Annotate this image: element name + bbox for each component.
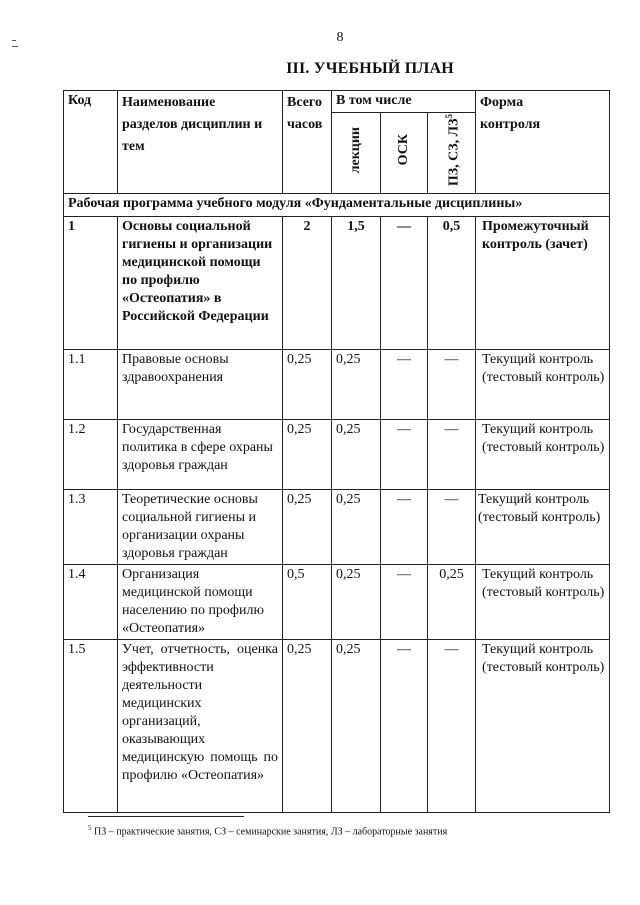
row-total: 0,25 — [283, 350, 332, 420]
row-control: Текущий контроль (тестовый контроль) — [476, 490, 610, 565]
header-total-line2: часов — [287, 117, 323, 132]
footnote-text: ПЗ – практические занятия, СЗ – семинарские занятия, ЛЗ – лабораторные занятия — [94, 826, 448, 838]
row-pz: — — [428, 420, 476, 490]
row-pz: — — [428, 490, 476, 565]
row-lectures: 0,25 — [332, 640, 381, 813]
row-name: Основы социальной гигиены и организации медицинской помощи по профилю «Остеопатия» в Российской Федерации — [118, 217, 283, 350]
row-total: 0,25 — [283, 640, 332, 813]
table-row — [64, 420, 610, 490]
row-lectures: 0,25 — [332, 565, 381, 640]
header-code: Код — [64, 91, 118, 194]
header-lectures: лекции — [332, 113, 381, 194]
footnote-divider — [88, 816, 244, 817]
row-total: 2 — [283, 217, 332, 350]
page-number: 8 — [336, 30, 344, 45]
page-title: III. УЧЕБНЫЙ ПЛАН — [286, 60, 454, 77]
footnote — [88, 824, 447, 837]
header-form-line2: контроля — [480, 117, 541, 132]
row-control: Текущий контроль (тестовый контроль) — [476, 420, 610, 490]
row-osk: — — [381, 420, 428, 490]
row-control: Промежуточный контроль (зачет) — [476, 217, 610, 350]
row-code: 1.5 — [64, 640, 118, 813]
header-osk: ОСК — [381, 113, 428, 194]
header-total-line1: Всего — [287, 95, 322, 110]
row-code: 1.2 — [64, 420, 118, 490]
row-total: 0,25 — [283, 490, 332, 565]
header-pz-sz-lz: ПЗ, СЗ, $ЛЗ^5$ — [428, 113, 476, 194]
row-code: 1.4 — [64, 565, 118, 640]
header-name-line1: Наименование — [122, 95, 216, 110]
table-row — [64, 217, 610, 350]
row-name: Государственная политика в сфере охраны здоровья граждан — [118, 420, 283, 490]
curriculum-table — [63, 90, 610, 813]
row-lectures: 0,25 — [332, 420, 381, 490]
header-total — [283, 91, 332, 194]
row-pz: — — [428, 350, 476, 420]
row-total: 0,25 — [283, 420, 332, 490]
row-control: Текущий контроль (тестовый контроль) — [476, 565, 610, 640]
header-name — [118, 91, 283, 194]
row-osk: — — [381, 640, 428, 813]
row-osk: — — [381, 217, 428, 350]
table-row — [64, 350, 610, 420]
row-osk: — — [381, 490, 428, 565]
row-lectures: 1,5 — [332, 217, 381, 350]
header-name-line2: разделов дисциплин и тем — [122, 117, 263, 154]
row-pz: 0,5 — [428, 217, 476, 350]
row-total: 0,5 — [283, 565, 332, 640]
row-code: 1 — [64, 217, 118, 350]
row-control: Текущий контроль (тестовый контроль) — [476, 640, 610, 813]
header-form-line1: Форма — [480, 95, 524, 110]
row-lectures: 0,25 — [332, 490, 381, 565]
header-row — [64, 91, 610, 113]
row-pz: — — [428, 640, 476, 813]
row-name: Правовые основы здравоохранения — [118, 350, 283, 420]
row-code: 1.3 — [64, 490, 118, 565]
row-name: Организация медицинской помощи населению по профилю «Остеопатия» — [118, 565, 283, 640]
row-control: Текущий контроль (тестовый контроль) — [476, 350, 610, 420]
scan-mark — [12, 46, 18, 47]
table-row — [64, 640, 610, 813]
row-code: 1.1 — [64, 350, 118, 420]
row-osk: — — [381, 565, 428, 640]
table-row — [64, 565, 610, 640]
row-name: Учет, отчетность, оценка эффективности деятельности медицинских организаций, оказывающих медицинскую помощь по профилю «Остеопатия» — [118, 640, 283, 813]
module-title: Рабочая программа учебного модуля «Фундаментальные дисциплины» — [64, 194, 610, 217]
header-including: В том числе — [332, 91, 476, 113]
row-lectures: 0,25 — [332, 350, 381, 420]
header-form — [476, 91, 610, 194]
footnote-marker: 5 — [88, 824, 92, 832]
row-pz: 0,25 — [428, 565, 476, 640]
table-row — [64, 490, 610, 565]
row-osk: — — [381, 350, 428, 420]
row-name: Теоретические основы социальной гигиены и организации охраны здоровья граждан — [118, 490, 283, 565]
module-row — [64, 194, 610, 217]
